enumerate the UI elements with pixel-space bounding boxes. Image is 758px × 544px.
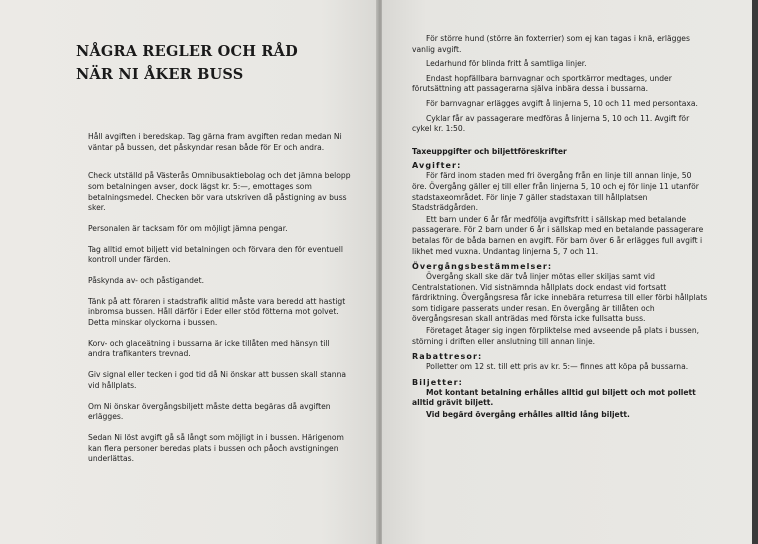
avgifter-paragraph: Ett barn under 6 år får medfölja avgiftsfritt i sällskap med betalande passagerare. För 2 barn under 6 år i sällskap med en betalande passagerare betalas för de båda barnen en avgift. För barn över 6 år erlägges full avgift i likhet med vuxna. Undantag linjerna 5, 7 och 11. — [412, 214, 704, 256]
rule-paragraph: Tag alltid emot biljett vid betalningen och förvara den för eventuell kontroll under färden. — [88, 244, 344, 265]
info-paragraph: Ledarhund för blinda fritt å samtliga linjer. — [426, 59, 587, 69]
info-paragraph: För större hund (större än foxterrier) som ej kan tagas i knä, erlägges vanlig avgift. — [412, 34, 690, 54]
section-heading: Taxeuppgifter och biljettföreskrifter — [412, 146, 567, 156]
info-paragraph: Endast hopfällbara barnvagnar och sportkärror medtages, under förutsättning att passagerarna själva inbära dessa i bussarna. — [412, 73, 672, 94]
biljetter-paragraph: Vid begärd övergång erhålles alltid lång biljett. — [426, 410, 630, 420]
tariff-info — [412, 34, 708, 425]
avgifter-paragraph: För färd inom staden med fri övergång från en linje till annan linje, 50 öre. Övergång gäller ej till eller från linjerna 5, 10 och ej för linje 11 utanför stadstaxeområdet. För linje 7 gäller stadstaxan till hållplatsen Stadsträdgården. — [412, 171, 699, 213]
rule-paragraph: Tänk på att föraren i stadstrafik alltid måste vara beredd att hastigt inbromsa bussen. Håll därför i Eder eller stöd fötterna mot golvet. Detta minskar olyckorna i bussen. — [88, 296, 346, 328]
left-page — [0, 0, 378, 544]
rule-paragraph: Påskynda av- och påstigandet. — [88, 276, 205, 286]
avgifter-heading: Avgifter: — [412, 161, 462, 171]
title-line-1: NÅGRA REGLER OCH RÅD — [76, 43, 298, 60]
rabatt-heading: Rabattresor: — [412, 352, 483, 362]
page-title — [76, 40, 366, 86]
rules-list — [88, 132, 354, 475]
rule-paragraph: Check utställd på Västerås Omnibusaktiebolag och det jämna belopp som betalningen avser, dock lägst kr. 5:—, emottages som betalningsmedel. Checken bör vara utskriven då påstigning av buss sker. — [88, 171, 351, 213]
overgang-paragraph: Företaget åtager sig ingen förpliktelse med avseende på plats i bussen, störning i driften eller anslutning till annan linje. — [412, 326, 700, 346]
info-paragraph: För barnvagnar erlägges avgift å linjerna 5, 10 och 11 med persontaxa. — [426, 98, 698, 108]
rule-paragraph: Giv signal eller tecken i god tid då Ni önskar att bussen skall stanna vid hållplats. — [88, 370, 347, 390]
overgang-paragraph: Övergång skall ske där två linjer mötas eller skiljas samt vid Centralstationen. Vid sistnämnda hållplats dock endast vid fortsatt färdriktning. Övergångsresa får icke innebära returresa till eller förbi hållplats som tidigare passerats under resan. En övergång är tillåten och övergångsresan skall anträdas med första icke fullsatta buss. — [412, 272, 708, 324]
biljetter-heading: Biljetter: — [412, 377, 463, 387]
right-page — [382, 0, 752, 544]
title-line-2: NÄR NI ÅKER BUSS — [76, 66, 244, 83]
rabatt-paragraph: Polletter om 12 st. till ett pris av kr. 5:— finnes att köpa på bussarna. — [426, 362, 689, 372]
overgang-heading: Övergångsbestämmelser: — [412, 262, 553, 272]
rule-paragraph: Korv- och glaceätning i bussarna är icke tillåten med hänsyn till andra trafikanters trevnad. — [88, 338, 330, 359]
rule-paragraph: Personalen är tacksam för om möjligt jämna pengar. — [88, 223, 288, 233]
biljetter-paragraph: Mot kontant betalning erhålles alltid gul biljett och mot pollett alltid grävit biljett. — [412, 387, 696, 408]
rule-paragraph: Håll avgiften i beredskap. Tag gärna fram avgiften redan medan Ni väntar på bussen, det påskyndar resan både för Er och andra. — [88, 132, 342, 152]
rule-paragraph: Om Ni önskar övergångsbiljett måste detta begäras då avgiften erlägges. — [88, 401, 331, 422]
info-paragraph: Cyklar får av passagerare medföras å linjerna 5, 10 och 11. Avgift för cykel kr. 1:50. — [412, 113, 690, 134]
rule-paragraph: Sedan Ni löst avgift gå så långt som möjligt in i bussen. Härigenom kan flera personer beredas plats i bussen och påoch avstigningen underlättas. — [88, 432, 344, 464]
page-edge — [752, 0, 758, 544]
